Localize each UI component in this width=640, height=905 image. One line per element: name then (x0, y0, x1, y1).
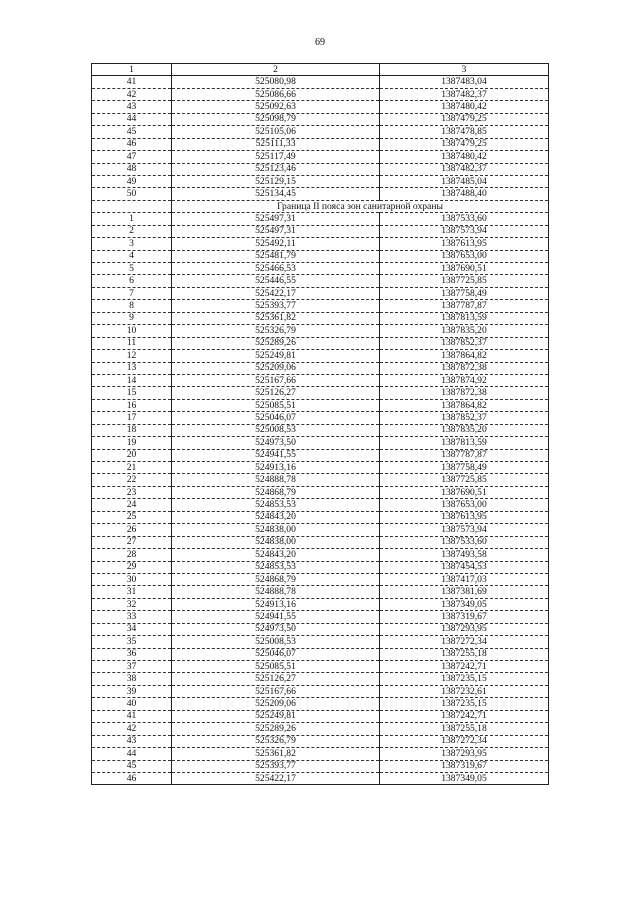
point-number-cell: 46 (92, 772, 172, 784)
point-number-cell: 20 (92, 449, 172, 461)
point-number-cell: 45 (92, 760, 172, 772)
table-row (92, 350, 549, 362)
table-row (92, 598, 549, 610)
table-row (92, 175, 549, 187)
point-number-cell: 21 (92, 462, 172, 474)
x-coordinate-cell: 525008,53 (172, 636, 380, 648)
x-coordinate-cell: 525361,82 (172, 748, 380, 760)
x-coordinate-cell: 525117,49 (172, 151, 380, 163)
point-number-cell: 26 (92, 524, 172, 536)
x-coordinate-cell: 525492,11 (172, 238, 380, 250)
x-coordinate-cell: 525466,53 (172, 263, 380, 275)
column-header-x: 2 (172, 64, 380, 76)
x-coordinate-cell: 524888,78 (172, 586, 380, 598)
point-number-cell: 6 (92, 275, 172, 287)
x-coordinate-cell: 524843,20 (172, 549, 380, 561)
table-row (92, 225, 549, 237)
y-coordinate-cell: 1387319,67 (380, 611, 549, 623)
x-coordinate-cell: 525085,51 (172, 399, 380, 411)
point-number-cell: 19 (92, 437, 172, 449)
point-number-cell: 30 (92, 573, 172, 585)
x-coordinate-cell: 524868,79 (172, 486, 380, 498)
table-row (92, 275, 549, 287)
y-coordinate-cell: 1387482,37 (380, 163, 549, 175)
y-coordinate-cell: 1387493,58 (380, 549, 549, 561)
table-row (92, 661, 549, 673)
point-number-cell: 25 (92, 511, 172, 523)
y-coordinate-cell: 1387613,95 (380, 511, 549, 523)
table-row (92, 710, 549, 722)
point-number-cell: 16 (92, 399, 172, 411)
y-coordinate-cell: 1387787,87 (380, 300, 549, 312)
table-row (92, 263, 549, 275)
y-coordinate-cell: 1387293,95 (380, 748, 549, 760)
table-row (92, 163, 549, 175)
y-coordinate-cell: 1387349,05 (380, 772, 549, 784)
x-coordinate-cell: 524853,53 (172, 499, 380, 511)
point-number-cell: 23 (92, 486, 172, 498)
table-row (92, 362, 549, 374)
point-number-cell: 13 (92, 362, 172, 374)
y-coordinate-cell: 1387613,95 (380, 238, 549, 250)
x-coordinate-cell: 525289,26 (172, 723, 380, 735)
y-coordinate-cell: 1387725,85 (380, 474, 549, 486)
x-coordinate-cell: 524913,16 (172, 598, 380, 610)
section-title: Граница II пояса зон санитарной охраны (172, 200, 549, 212)
y-coordinate-cell: 1387272,34 (380, 636, 549, 648)
point-number-cell: 34 (92, 623, 172, 635)
point-number-cell: 11 (92, 337, 172, 349)
table-row (92, 735, 549, 747)
point-number-cell: 42 (92, 88, 172, 100)
x-coordinate-cell: 525249,81 (172, 350, 380, 362)
point-number-cell: 28 (92, 549, 172, 561)
x-coordinate-cell: 525326,79 (172, 325, 380, 337)
y-coordinate-cell: 1387573,94 (380, 524, 549, 536)
point-number-cell: 48 (92, 163, 172, 175)
y-coordinate-cell: 1387573,94 (380, 225, 549, 237)
y-coordinate-cell: 1387488,40 (380, 188, 549, 200)
x-coordinate-cell: 525209,06 (172, 698, 380, 710)
point-number-cell: 39 (92, 685, 172, 697)
x-coordinate-cell: 525123,46 (172, 163, 380, 175)
table-row (92, 76, 549, 88)
section-title-empty-cell (92, 200, 172, 212)
x-coordinate-cell: 525393,77 (172, 760, 380, 772)
table-row (92, 511, 549, 523)
x-coordinate-cell: 525046,07 (172, 648, 380, 660)
table-row (92, 138, 549, 150)
y-coordinate-cell: 1387533,60 (380, 213, 549, 225)
point-number-cell: 44 (92, 113, 172, 125)
x-coordinate-cell: 525126,27 (172, 387, 380, 399)
x-coordinate-cell: 525497,31 (172, 213, 380, 225)
x-coordinate-cell: 525289,26 (172, 337, 380, 349)
point-number-cell: 42 (92, 723, 172, 735)
y-coordinate-cell: 1387479,25 (380, 113, 549, 125)
x-coordinate-cell: 525481,79 (172, 250, 380, 262)
point-number-cell: 29 (92, 561, 172, 573)
point-number-cell: 38 (92, 673, 172, 685)
point-number-cell: 17 (92, 412, 172, 424)
point-number-cell: 9 (92, 312, 172, 324)
y-coordinate-cell: 1387242,71 (380, 661, 549, 673)
table-row (92, 213, 549, 225)
x-coordinate-cell: 524888,78 (172, 474, 380, 486)
table-row (92, 623, 549, 635)
x-coordinate-cell: 524973,50 (172, 623, 380, 635)
table-row (92, 113, 549, 125)
table-row (92, 673, 549, 685)
y-coordinate-cell: 1387293,95 (380, 623, 549, 635)
point-number-cell: 14 (92, 374, 172, 386)
y-coordinate-cell: 1387864,82 (380, 399, 549, 411)
table-row (92, 312, 549, 324)
point-number-cell: 43 (92, 101, 172, 113)
table-row (92, 337, 549, 349)
x-coordinate-cell: 524941,55 (172, 611, 380, 623)
y-coordinate-cell: 1387478,85 (380, 126, 549, 138)
table-row (92, 462, 549, 474)
y-coordinate-cell: 1387242,71 (380, 710, 549, 722)
y-coordinate-cell: 1387758,49 (380, 287, 549, 299)
y-coordinate-cell: 1387417,03 (380, 573, 549, 585)
point-number-cell: 7 (92, 287, 172, 299)
column-header-y: 3 (380, 64, 549, 76)
x-coordinate-cell: 524973,50 (172, 437, 380, 449)
point-number-cell: 10 (92, 325, 172, 337)
coordinates-table (91, 63, 549, 785)
y-coordinate-cell: 1387255,18 (380, 648, 549, 660)
y-coordinate-cell: 1387813,59 (380, 312, 549, 324)
table-row (92, 772, 549, 784)
y-coordinate-cell: 1387725,85 (380, 275, 549, 287)
y-coordinate-cell: 1387319,67 (380, 760, 549, 772)
y-coordinate-cell: 1387864,82 (380, 350, 549, 362)
point-number-cell: 18 (92, 424, 172, 436)
point-number-cell: 46 (92, 138, 172, 150)
y-coordinate-cell: 1387454,53 (380, 561, 549, 573)
point-number-cell: 5 (92, 263, 172, 275)
table-row (92, 325, 549, 337)
table-row (92, 474, 549, 486)
table-row (92, 536, 549, 548)
y-coordinate-cell: 1387235,15 (380, 673, 549, 685)
x-coordinate-cell: 525497,31 (172, 225, 380, 237)
x-coordinate-cell: 525361,82 (172, 312, 380, 324)
point-number-cell: 3 (92, 238, 172, 250)
page-number: 69 (315, 37, 325, 48)
x-coordinate-cell: 525446,55 (172, 275, 380, 287)
x-coordinate-cell: 525008,53 (172, 424, 380, 436)
y-coordinate-cell: 1387480,42 (380, 101, 549, 113)
x-coordinate-cell: 524838,00 (172, 536, 380, 548)
x-coordinate-cell: 525086,66 (172, 88, 380, 100)
y-coordinate-cell: 1387813,59 (380, 437, 549, 449)
y-coordinate-cell: 1387482,37 (380, 88, 549, 100)
x-coordinate-cell: 524843,20 (172, 511, 380, 523)
table-row (92, 499, 549, 511)
point-number-cell: 37 (92, 661, 172, 673)
point-number-cell: 32 (92, 598, 172, 610)
point-number-cell: 4 (92, 250, 172, 262)
y-coordinate-cell: 1387533,60 (380, 536, 549, 548)
table-row (92, 387, 549, 399)
table-row (92, 126, 549, 138)
table-row (92, 698, 549, 710)
table-row (92, 586, 549, 598)
y-coordinate-cell: 1387874,92 (380, 374, 549, 386)
x-coordinate-cell: 525111,33 (172, 138, 380, 150)
point-number-cell: 2 (92, 225, 172, 237)
table-row (92, 524, 549, 536)
y-coordinate-cell: 1387835,20 (380, 325, 549, 337)
table-row (92, 449, 549, 461)
point-number-cell: 50 (92, 188, 172, 200)
table-row (92, 424, 549, 436)
table-row (92, 374, 549, 386)
point-number-cell: 33 (92, 611, 172, 623)
x-coordinate-cell: 524913,16 (172, 462, 380, 474)
point-number-cell: 41 (92, 76, 172, 88)
y-coordinate-cell: 1387653,00 (380, 250, 549, 262)
y-coordinate-cell: 1387758,49 (380, 462, 549, 474)
x-coordinate-cell: 525046,07 (172, 412, 380, 424)
x-coordinate-cell: 524838,00 (172, 524, 380, 536)
x-coordinate-cell: 525085,51 (172, 661, 380, 673)
y-coordinate-cell: 1387852,37 (380, 337, 549, 349)
x-coordinate-cell: 525126,27 (172, 673, 380, 685)
point-number-cell: 35 (92, 636, 172, 648)
table-row (92, 648, 549, 660)
table-row (92, 399, 549, 411)
x-coordinate-cell: 525249,81 (172, 710, 380, 722)
y-coordinate-cell: 1387835,20 (380, 424, 549, 436)
table-row (92, 412, 549, 424)
section-title-row (92, 200, 549, 212)
table-row (92, 250, 549, 262)
x-coordinate-cell: 525209,06 (172, 362, 380, 374)
point-number-cell: 45 (92, 126, 172, 138)
point-number-cell: 15 (92, 387, 172, 399)
y-coordinate-cell: 1387690,51 (380, 486, 549, 498)
point-number-cell: 8 (92, 300, 172, 312)
y-coordinate-cell: 1387872,38 (380, 362, 549, 374)
coordinates-table-body (92, 64, 549, 785)
point-number-cell: 24 (92, 499, 172, 511)
x-coordinate-cell: 525080,98 (172, 76, 380, 88)
point-number-cell: 12 (92, 350, 172, 362)
x-coordinate-cell: 525098,79 (172, 113, 380, 125)
y-coordinate-cell: 1387653,00 (380, 499, 549, 511)
table-row (92, 151, 549, 163)
y-coordinate-cell: 1387480,42 (380, 151, 549, 163)
table-row (92, 188, 549, 200)
x-coordinate-cell: 525167,66 (172, 374, 380, 386)
y-coordinate-cell: 1387485,04 (380, 175, 549, 187)
x-coordinate-cell: 524853,53 (172, 561, 380, 573)
point-number-cell: 44 (92, 748, 172, 760)
x-coordinate-cell: 524941,55 (172, 449, 380, 461)
point-number-cell: 22 (92, 474, 172, 486)
y-coordinate-cell: 1387872,38 (380, 387, 549, 399)
point-number-cell: 41 (92, 710, 172, 722)
table-row (92, 636, 549, 648)
y-coordinate-cell: 1387255,18 (380, 723, 549, 735)
table-row (92, 748, 549, 760)
table-row (92, 723, 549, 735)
x-coordinate-cell: 525422,17 (172, 287, 380, 299)
table-row (92, 287, 549, 299)
table-row (92, 300, 549, 312)
y-coordinate-cell: 1387690,51 (380, 263, 549, 275)
table-row (92, 573, 549, 585)
y-coordinate-cell: 1387479,25 (380, 138, 549, 150)
point-number-cell: 49 (92, 175, 172, 187)
table-row (92, 486, 549, 498)
table-row (92, 437, 549, 449)
y-coordinate-cell: 1387852,37 (380, 412, 549, 424)
point-number-cell: 1 (92, 213, 172, 225)
x-coordinate-cell: 525129,15 (172, 175, 380, 187)
point-number-cell: 31 (92, 586, 172, 598)
x-coordinate-cell: 525105,06 (172, 126, 380, 138)
x-coordinate-cell: 525326,79 (172, 735, 380, 747)
table-row (92, 760, 549, 772)
point-number-cell: 47 (92, 151, 172, 163)
x-coordinate-cell: 525167,66 (172, 685, 380, 697)
table-row (92, 611, 549, 623)
table-row (92, 685, 549, 697)
y-coordinate-cell: 1387787,87 (380, 449, 549, 461)
table-header-row (92, 64, 549, 76)
table-row (92, 238, 549, 250)
x-coordinate-cell: 525422,17 (172, 772, 380, 784)
y-coordinate-cell: 1387272,34 (380, 735, 549, 747)
x-coordinate-cell: 525393,77 (172, 300, 380, 312)
table-row (92, 561, 549, 573)
y-coordinate-cell: 1387235,15 (380, 698, 549, 710)
point-number-cell: 36 (92, 648, 172, 660)
point-number-cell: 40 (92, 698, 172, 710)
y-coordinate-cell: 1387232,61 (380, 685, 549, 697)
x-coordinate-cell: 525092,63 (172, 101, 380, 113)
y-coordinate-cell: 1387483,04 (380, 76, 549, 88)
table-row (92, 549, 549, 561)
table-row (92, 88, 549, 100)
x-coordinate-cell: 524868,79 (172, 573, 380, 585)
table-row (92, 101, 549, 113)
y-coordinate-cell: 1387381,69 (380, 586, 549, 598)
y-coordinate-cell: 1387349,05 (380, 598, 549, 610)
x-coordinate-cell: 525134,45 (172, 188, 380, 200)
point-number-cell: 43 (92, 735, 172, 747)
column-header-point: 1 (92, 64, 172, 76)
point-number-cell: 27 (92, 536, 172, 548)
